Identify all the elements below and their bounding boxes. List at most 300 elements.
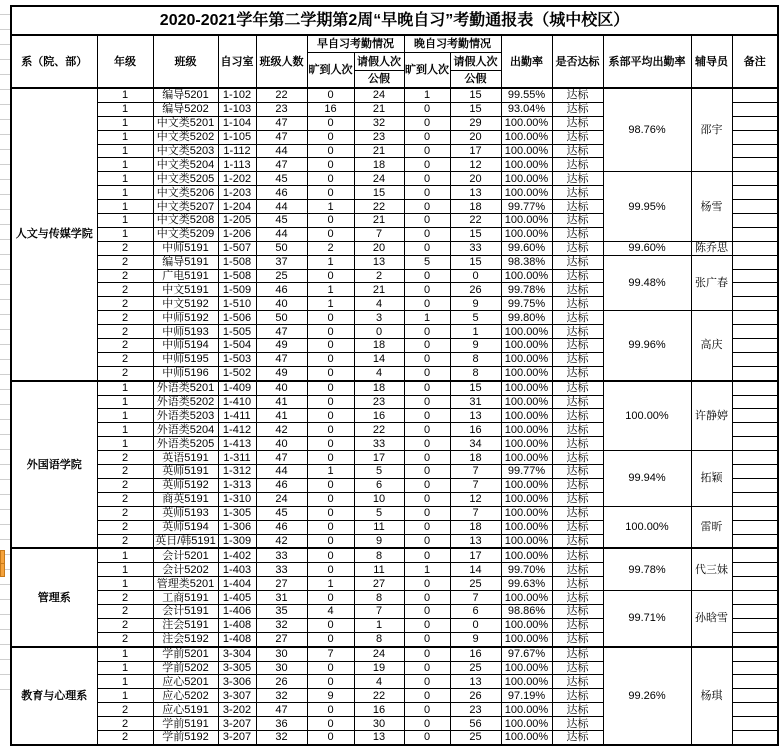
col-header-attendance-rate[interactable]: 出勤率: [501, 35, 552, 88]
cell-department[interactable]: 人文与传媒学院: [11, 88, 97, 381]
cell-status[interactable]: 达标: [552, 534, 603, 548]
cell-class[interactable]: 广电5191: [153, 269, 218, 283]
cell-class[interactable]: 中文类5201: [153, 116, 218, 130]
cell-dept-avg-rate[interactable]: 99.71%: [603, 591, 691, 647]
cell-status[interactable]: 达标: [552, 632, 603, 646]
cell-attendance-rate[interactable]: 100.00%: [501, 269, 552, 283]
cell-class[interactable]: 英师5192: [153, 478, 218, 492]
cell-counselor[interactable]: 高庆: [691, 311, 732, 381]
cell-status[interactable]: 达标: [552, 437, 603, 451]
cell-attendance-rate[interactable]: 98.86%: [501, 604, 552, 618]
cell-evening-absent[interactable]: 0: [404, 269, 450, 283]
cell-morning-leave[interactable]: 9: [354, 534, 404, 548]
cell-department[interactable]: 教育与心理系: [11, 647, 97, 745]
cell-morning-leave[interactable]: 14: [354, 352, 404, 366]
cell-class[interactable]: 中师5196: [153, 366, 218, 380]
cell-morning-leave[interactable]: 5: [354, 506, 404, 520]
cell-grade[interactable]: 1: [97, 675, 153, 689]
cell-grade[interactable]: 1: [97, 130, 153, 144]
cell-morning-leave[interactable]: 17: [354, 451, 404, 465]
cell-class[interactable]: 应心5191: [153, 703, 218, 717]
cell-remark[interactable]: [732, 437, 778, 451]
cell-evening-leave[interactable]: 13: [450, 409, 501, 423]
cell-class-size[interactable]: 26: [256, 675, 307, 689]
cell-evening-absent[interactable]: 1: [404, 88, 450, 102]
cell-status[interactable]: 达标: [552, 730, 603, 744]
cell-grade[interactable]: 1: [97, 88, 153, 102]
cell-class-size[interactable]: 40: [256, 381, 307, 395]
cell-attendance-rate[interactable]: 100.00%: [501, 352, 552, 366]
cell-class-size[interactable]: 27: [256, 632, 307, 646]
cell-morning-absent[interactable]: 0: [307, 88, 354, 102]
cell-remark[interactable]: [732, 717, 778, 731]
cell-dept-avg-rate[interactable]: 98.76%: [603, 88, 691, 172]
cell-attendance-rate[interactable]: 100.00%: [501, 730, 552, 744]
cell-room[interactable]: 1-402: [218, 548, 256, 562]
cell-grade[interactable]: 2: [97, 241, 153, 255]
cell-evening-leave[interactable]: 31: [450, 395, 501, 409]
cell-status[interactable]: 达标: [552, 255, 603, 269]
cell-morning-leave[interactable]: 13: [354, 730, 404, 744]
cell-morning-absent[interactable]: 0: [307, 730, 354, 744]
cell-status[interactable]: 达标: [552, 465, 603, 479]
cell-class-size[interactable]: 50: [256, 241, 307, 255]
cell-status[interactable]: 达标: [552, 591, 603, 605]
cell-remark[interactable]: [732, 492, 778, 506]
cell-class[interactable]: 外语类5205: [153, 437, 218, 451]
cell-class-size[interactable]: 40: [256, 437, 307, 451]
cell-evening-absent[interactable]: 0: [404, 492, 450, 506]
cell-class-size[interactable]: 46: [256, 186, 307, 200]
cell-grade[interactable]: 2: [97, 255, 153, 269]
cell-morning-absent[interactable]: 0: [307, 492, 354, 506]
cell-room[interactable]: 1-503: [218, 352, 256, 366]
cell-evening-leave[interactable]: 0: [450, 618, 501, 632]
cell-counselor[interactable]: 孙晗雪: [691, 591, 732, 647]
cell-attendance-rate[interactable]: 100.00%: [501, 492, 552, 506]
cell-status[interactable]: 达标: [552, 506, 603, 520]
cell-evening-absent[interactable]: 0: [404, 366, 450, 380]
cell-morning-leave[interactable]: 8: [354, 548, 404, 562]
cell-morning-absent[interactable]: 0: [307, 618, 354, 632]
cell-class[interactable]: 编导5191: [153, 255, 218, 269]
cell-evening-absent[interactable]: 0: [404, 689, 450, 703]
cell-evening-absent[interactable]: 0: [404, 381, 450, 395]
cell-evening-leave[interactable]: 15: [450, 381, 501, 395]
cell-room[interactable]: 1-105: [218, 130, 256, 144]
cell-remark[interactable]: [732, 618, 778, 632]
cell-counselor[interactable]: 邵宇: [691, 88, 732, 172]
cell-grade[interactable]: 2: [97, 283, 153, 297]
cell-status[interactable]: 达标: [552, 577, 603, 591]
cell-attendance-rate[interactable]: 100.00%: [501, 520, 552, 534]
cell-room[interactable]: 1-413: [218, 437, 256, 451]
cell-status[interactable]: 达标: [552, 130, 603, 144]
cell-morning-absent[interactable]: 0: [307, 158, 354, 172]
cell-morning-absent[interactable]: 0: [307, 269, 354, 283]
cell-class-size[interactable]: 25: [256, 269, 307, 283]
cell-evening-leave[interactable]: 14: [450, 563, 501, 577]
cell-room[interactable]: 1-205: [218, 214, 256, 228]
cell-evening-absent[interactable]: 0: [404, 465, 450, 479]
cell-class[interactable]: 管理类5201: [153, 577, 218, 591]
cell-class[interactable]: 学前5202: [153, 661, 218, 675]
cell-status[interactable]: 达标: [552, 269, 603, 283]
cell-morning-absent[interactable]: 0: [307, 227, 354, 241]
cell-class-size[interactable]: 44: [256, 227, 307, 241]
cell-evening-absent[interactable]: 0: [404, 102, 450, 116]
cell-grade[interactable]: 1: [97, 423, 153, 437]
cell-evening-leave[interactable]: 15: [450, 227, 501, 241]
cell-room[interactable]: 1-404: [218, 577, 256, 591]
cell-room[interactable]: 1-509: [218, 283, 256, 297]
cell-evening-leave[interactable]: 13: [450, 675, 501, 689]
cell-status[interactable]: 达标: [552, 297, 603, 311]
cell-class-size[interactable]: 44: [256, 144, 307, 158]
cell-grade[interactable]: 1: [97, 144, 153, 158]
cell-evening-leave[interactable]: 9: [450, 339, 501, 353]
cell-remark[interactable]: [732, 339, 778, 353]
cell-class[interactable]: 应心5202: [153, 689, 218, 703]
cell-dept-avg-rate[interactable]: 99.96%: [603, 311, 691, 381]
cell-attendance-rate[interactable]: 100.00%: [501, 675, 552, 689]
cell-remark[interactable]: [732, 116, 778, 130]
cell-evening-absent[interactable]: 0: [404, 395, 450, 409]
cell-class[interactable]: 中师5191: [153, 241, 218, 255]
cell-counselor[interactable]: 杨琪: [691, 647, 732, 745]
cell-evening-absent[interactable]: 0: [404, 352, 450, 366]
cell-morning-absent[interactable]: 0: [307, 130, 354, 144]
cell-room[interactable]: 3-306: [218, 675, 256, 689]
cell-attendance-rate[interactable]: 100.00%: [501, 116, 552, 130]
cell-remark[interactable]: [732, 604, 778, 618]
cell-morning-leave[interactable]: 30: [354, 717, 404, 731]
cell-morning-absent[interactable]: 1: [307, 465, 354, 479]
cell-remark[interactable]: [732, 506, 778, 520]
cell-evening-absent[interactable]: 0: [404, 661, 450, 675]
cell-status[interactable]: 达标: [552, 395, 603, 409]
cell-grade[interactable]: 2: [97, 730, 153, 744]
cell-status[interactable]: 达标: [552, 102, 603, 116]
cell-attendance-rate[interactable]: 98.38%: [501, 255, 552, 269]
col-header-morning-group[interactable]: 早自习考勤情况: [307, 35, 404, 53]
cell-evening-leave[interactable]: 20: [450, 130, 501, 144]
cell-evening-leave[interactable]: 7: [450, 465, 501, 479]
cell-class[interactable]: 中师5195: [153, 352, 218, 366]
cell-class-size[interactable]: 32: [256, 618, 307, 632]
cell-grade[interactable]: 2: [97, 297, 153, 311]
cell-status[interactable]: 达标: [552, 717, 603, 731]
cell-attendance-rate[interactable]: 100.00%: [501, 632, 552, 646]
cell-status[interactable]: 达标: [552, 689, 603, 703]
cell-remark[interactable]: [732, 689, 778, 703]
cell-morning-absent[interactable]: 0: [307, 591, 354, 605]
cell-grade[interactable]: 1: [97, 689, 153, 703]
cell-class[interactable]: 英师5191: [153, 465, 218, 479]
cell-attendance-rate[interactable]: 100.00%: [501, 703, 552, 717]
cell-class[interactable]: 外语类5202: [153, 395, 218, 409]
cell-evening-leave[interactable]: 16: [450, 423, 501, 437]
cell-attendance-rate[interactable]: 100.00%: [501, 227, 552, 241]
cell-room[interactable]: 3-307: [218, 689, 256, 703]
cell-morning-leave[interactable]: 27: [354, 577, 404, 591]
cell-morning-absent[interactable]: 0: [307, 395, 354, 409]
cell-morning-absent[interactable]: 2: [307, 241, 354, 255]
cell-room[interactable]: 1-508: [218, 269, 256, 283]
cell-class[interactable]: 英师5193: [153, 506, 218, 520]
cell-room[interactable]: 3-305: [218, 661, 256, 675]
cell-evening-leave[interactable]: 25: [450, 577, 501, 591]
cell-morning-leave[interactable]: 16: [354, 703, 404, 717]
cell-class-size[interactable]: 47: [256, 352, 307, 366]
cell-class-size[interactable]: 22: [256, 88, 307, 102]
cell-evening-leave[interactable]: 26: [450, 689, 501, 703]
cell-attendance-rate[interactable]: 100.00%: [501, 661, 552, 675]
cell-class-size[interactable]: 42: [256, 423, 307, 437]
cell-attendance-rate[interactable]: 100.00%: [501, 144, 552, 158]
cell-evening-leave[interactable]: 15: [450, 88, 501, 102]
cell-grade[interactable]: 2: [97, 269, 153, 283]
cell-room[interactable]: 1-408: [218, 632, 256, 646]
cell-evening-leave[interactable]: 12: [450, 492, 501, 506]
cell-morning-leave[interactable]: 18: [354, 158, 404, 172]
cell-morning-leave[interactable]: 8: [354, 632, 404, 646]
page-title[interactable]: 2020-2021学年第二学期第2周“早晚自习”考勤通报表（城中校区）: [11, 6, 778, 35]
cell-status[interactable]: 达标: [552, 339, 603, 353]
cell-morning-leave[interactable]: 10: [354, 492, 404, 506]
cell-morning-absent[interactable]: 1: [307, 577, 354, 591]
cell-morning-absent[interactable]: 1: [307, 297, 354, 311]
cell-morning-leave[interactable]: 11: [354, 520, 404, 534]
cell-room[interactable]: 1-508: [218, 255, 256, 269]
cell-grade[interactable]: 2: [97, 325, 153, 339]
cell-class-size[interactable]: 41: [256, 395, 307, 409]
cell-room[interactable]: 1-313: [218, 478, 256, 492]
cell-room[interactable]: 1-411: [218, 409, 256, 423]
cell-morning-absent[interactable]: 0: [307, 534, 354, 548]
cell-grade[interactable]: 2: [97, 478, 153, 492]
cell-attendance-rate[interactable]: 100.00%: [501, 130, 552, 144]
cell-status[interactable]: 达标: [552, 604, 603, 618]
cell-morning-leave[interactable]: 15: [354, 186, 404, 200]
cell-room[interactable]: 1-204: [218, 200, 256, 214]
cell-remark[interactable]: [732, 548, 778, 562]
cell-remark[interactable]: [732, 241, 778, 255]
cell-morning-leave[interactable]: 5: [354, 465, 404, 479]
cell-class-size[interactable]: 40: [256, 297, 307, 311]
cell-remark[interactable]: [732, 534, 778, 548]
cell-dept-avg-rate[interactable]: 99.94%: [603, 451, 691, 507]
col-header-counselor[interactable]: 辅导员: [691, 35, 732, 88]
cell-class-size[interactable]: 47: [256, 451, 307, 465]
cell-morning-leave[interactable]: 13: [354, 255, 404, 269]
cell-status[interactable]: 达标: [552, 158, 603, 172]
cell-morning-leave[interactable]: 11: [354, 563, 404, 577]
cell-morning-leave[interactable]: 33: [354, 437, 404, 451]
cell-attendance-rate[interactable]: 100.00%: [501, 214, 552, 228]
cell-class-size[interactable]: 45: [256, 214, 307, 228]
cell-remark[interactable]: [732, 172, 778, 186]
cell-remark[interactable]: [732, 102, 778, 116]
cell-attendance-rate[interactable]: 100.00%: [501, 395, 552, 409]
cell-evening-leave[interactable]: 0: [450, 269, 501, 283]
cell-morning-absent[interactable]: 1: [307, 283, 354, 297]
cell-morning-leave[interactable]: 21: [354, 144, 404, 158]
cell-evening-leave[interactable]: 12: [450, 158, 501, 172]
cell-class-size[interactable]: 30: [256, 661, 307, 675]
cell-status[interactable]: 达标: [552, 144, 603, 158]
cell-evening-absent[interactable]: 0: [404, 437, 450, 451]
cell-status[interactable]: 达标: [552, 703, 603, 717]
cell-evening-absent[interactable]: 0: [404, 423, 450, 437]
cell-evening-absent[interactable]: 0: [404, 325, 450, 339]
cell-remark[interactable]: [732, 130, 778, 144]
cell-remark[interactable]: [732, 563, 778, 577]
cell-evening-absent[interactable]: 0: [404, 730, 450, 744]
cell-morning-absent[interactable]: 0: [307, 423, 354, 437]
cell-evening-leave[interactable]: 9: [450, 632, 501, 646]
cell-morning-absent[interactable]: 0: [307, 451, 354, 465]
cell-morning-leave[interactable]: 19: [354, 661, 404, 675]
cell-morning-leave[interactable]: 0: [354, 325, 404, 339]
cell-grade[interactable]: 2: [97, 591, 153, 605]
cell-class[interactable]: 学前5201: [153, 647, 218, 661]
cell-morning-leave[interactable]: 4: [354, 297, 404, 311]
cell-morning-leave[interactable]: 18: [354, 339, 404, 353]
cell-status[interactable]: 达标: [552, 311, 603, 325]
col-header-meets-standard[interactable]: 是否达标: [552, 35, 603, 88]
cell-evening-leave[interactable]: 22: [450, 214, 501, 228]
cell-grade[interactable]: 2: [97, 451, 153, 465]
cell-evening-absent[interactable]: 0: [404, 186, 450, 200]
cell-room[interactable]: 1-103: [218, 102, 256, 116]
cell-counselor[interactable]: 张广春: [691, 255, 732, 311]
col-header-evening-absent[interactable]: 旷到人次: [404, 53, 450, 89]
cell-room[interactable]: 1-408: [218, 618, 256, 632]
cell-status[interactable]: 达标: [552, 214, 603, 228]
cell-remark[interactable]: [732, 227, 778, 241]
cell-morning-leave[interactable]: 24: [354, 647, 404, 661]
cell-department[interactable]: 外国语学院: [11, 381, 97, 549]
cell-evening-absent[interactable]: 0: [404, 591, 450, 605]
cell-room[interactable]: 1-203: [218, 186, 256, 200]
cell-room[interactable]: 1-502: [218, 366, 256, 380]
cell-attendance-rate[interactable]: 99.70%: [501, 563, 552, 577]
cell-morning-leave[interactable]: 6: [354, 478, 404, 492]
cell-morning-absent[interactable]: 0: [307, 563, 354, 577]
cell-grade[interactable]: 1: [97, 200, 153, 214]
cell-attendance-rate[interactable]: 100.00%: [501, 534, 552, 548]
cell-room[interactable]: 1-412: [218, 423, 256, 437]
cell-evening-absent[interactable]: 0: [404, 618, 450, 632]
cell-class-size[interactable]: 47: [256, 703, 307, 717]
cell-class-size[interactable]: 44: [256, 465, 307, 479]
cell-class-size[interactable]: 46: [256, 520, 307, 534]
cell-remark[interactable]: [732, 144, 778, 158]
cell-evening-absent[interactable]: 0: [404, 717, 450, 731]
cell-attendance-rate[interactable]: 100.00%: [501, 381, 552, 395]
cell-morning-leave[interactable]: 22: [354, 423, 404, 437]
cell-evening-leave[interactable]: 29: [450, 116, 501, 130]
cell-attendance-rate[interactable]: 100.00%: [501, 172, 552, 186]
cell-grade[interactable]: 1: [97, 563, 153, 577]
cell-evening-absent[interactable]: 0: [404, 478, 450, 492]
cell-class-size[interactable]: 32: [256, 689, 307, 703]
cell-evening-absent[interactable]: 1: [404, 563, 450, 577]
cell-department[interactable]: 管理系: [11, 548, 97, 646]
cell-evening-absent[interactable]: 0: [404, 158, 450, 172]
cell-class-size[interactable]: 46: [256, 478, 307, 492]
col-header-remarks[interactable]: 备注: [732, 35, 778, 88]
cell-attendance-rate[interactable]: 99.77%: [501, 465, 552, 479]
cell-evening-leave[interactable]: 25: [450, 730, 501, 744]
cell-remark[interactable]: [732, 423, 778, 437]
cell-class[interactable]: 编导5201: [153, 88, 218, 102]
cell-evening-absent[interactable]: 0: [404, 144, 450, 158]
cell-grade[interactable]: 1: [97, 172, 153, 186]
cell-evening-absent[interactable]: 0: [404, 632, 450, 646]
cell-status[interactable]: 达标: [552, 381, 603, 395]
cell-evening-leave[interactable]: 18: [450, 520, 501, 534]
cell-grade[interactable]: 2: [97, 465, 153, 479]
cell-grade[interactable]: 1: [97, 409, 153, 423]
cell-class[interactable]: 会计5202: [153, 563, 218, 577]
cell-remark[interactable]: [732, 200, 778, 214]
cell-grade[interactable]: 1: [97, 548, 153, 562]
cell-class-size[interactable]: 44: [256, 200, 307, 214]
cell-class-size[interactable]: 31: [256, 591, 307, 605]
cell-room[interactable]: 1-409: [218, 381, 256, 395]
cell-evening-absent[interactable]: 0: [404, 241, 450, 255]
cell-dept-avg-rate[interactable]: 99.95%: [603, 172, 691, 241]
cell-class-size[interactable]: 27: [256, 577, 307, 591]
cell-evening-leave[interactable]: 8: [450, 366, 501, 380]
cell-remark[interactable]: [732, 186, 778, 200]
cell-class[interactable]: 中师5192: [153, 311, 218, 325]
cell-grade[interactable]: 2: [97, 534, 153, 548]
cell-room[interactable]: 1-312: [218, 465, 256, 479]
cell-morning-absent[interactable]: 0: [307, 339, 354, 353]
cell-class[interactable]: 会计5201: [153, 548, 218, 562]
cell-grade[interactable]: 2: [97, 604, 153, 618]
cell-status[interactable]: 达标: [552, 241, 603, 255]
cell-morning-absent[interactable]: 7: [307, 647, 354, 661]
cell-class[interactable]: 中文类5203: [153, 144, 218, 158]
cell-evening-leave[interactable]: 15: [450, 255, 501, 269]
cell-room[interactable]: 1-410: [218, 395, 256, 409]
cell-room[interactable]: 1-202: [218, 172, 256, 186]
cell-class[interactable]: 注会5192: [153, 632, 218, 646]
cell-morning-leave[interactable]: 20: [354, 241, 404, 255]
cell-morning-leave[interactable]: 22: [354, 689, 404, 703]
cell-class-size[interactable]: 47: [256, 116, 307, 130]
cell-morning-leave[interactable]: 3: [354, 311, 404, 325]
cell-morning-leave[interactable]: 23: [354, 395, 404, 409]
cell-morning-leave[interactable]: 23: [354, 130, 404, 144]
cell-remark[interactable]: [732, 311, 778, 325]
cell-remark[interactable]: [732, 465, 778, 479]
cell-grade[interactable]: 2: [97, 352, 153, 366]
cell-counselor[interactable]: 拓颖: [691, 451, 732, 507]
col-header-evening-leave[interactable]: 请假人次: [450, 53, 501, 71]
cell-grade[interactable]: 1: [97, 381, 153, 395]
cell-attendance-rate[interactable]: 100.00%: [501, 437, 552, 451]
cell-evening-leave[interactable]: 7: [450, 506, 501, 520]
cell-morning-absent[interactable]: 0: [307, 675, 354, 689]
cell-grade[interactable]: 1: [97, 577, 153, 591]
cell-dept-avg-rate[interactable]: 99.60%: [603, 241, 691, 255]
cell-dept-avg-rate[interactable]: 100.00%: [603, 506, 691, 548]
